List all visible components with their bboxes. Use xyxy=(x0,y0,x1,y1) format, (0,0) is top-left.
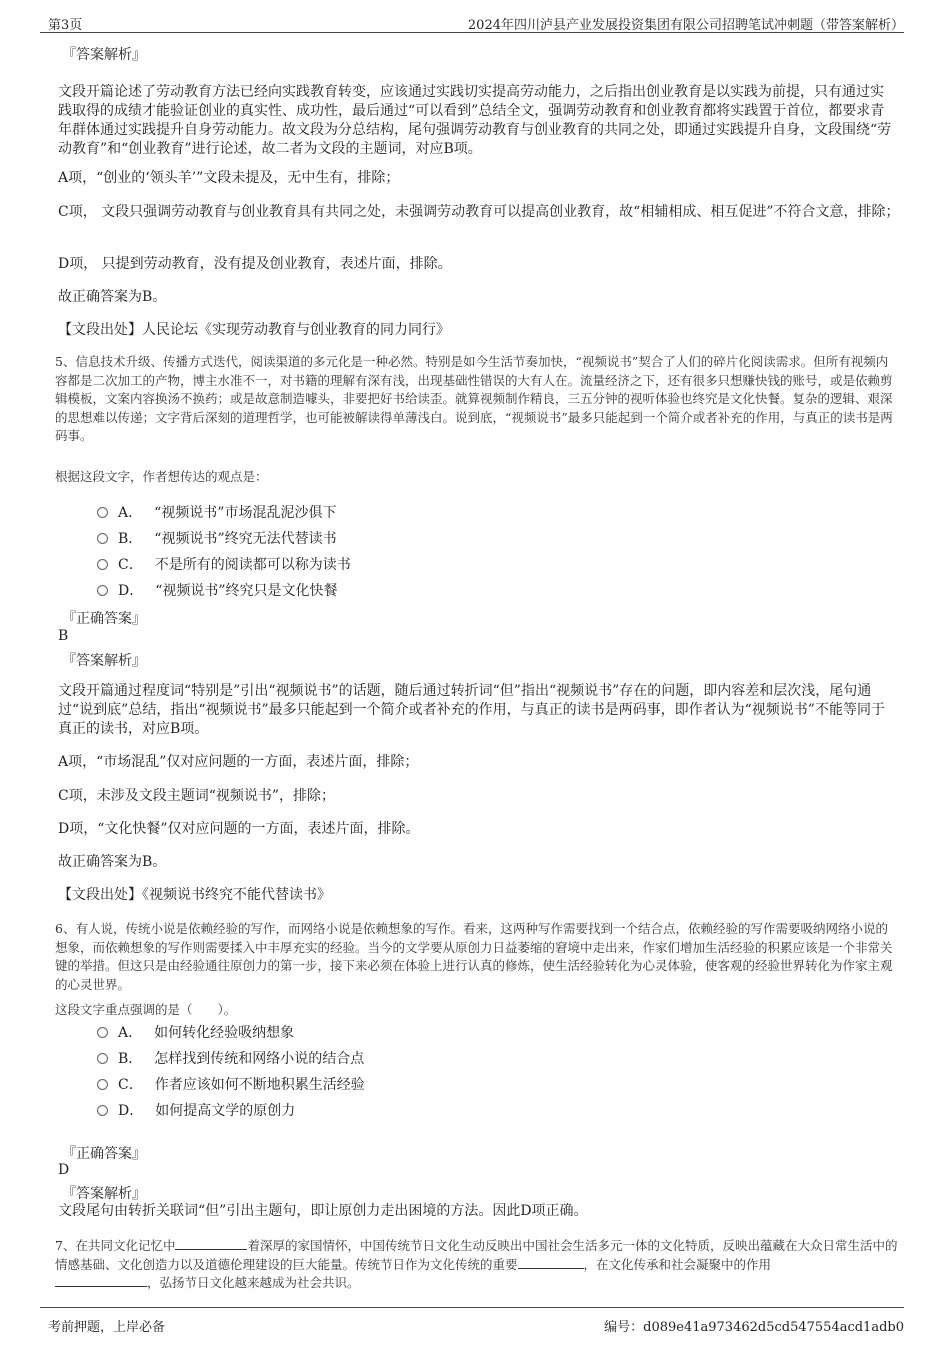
q6-question: 这段文字重点强调的是（ ）。 xyxy=(55,1002,237,1017)
q4-conclusion: 故正确答案为B。 xyxy=(58,289,167,305)
q5-option-d[interactable]: D． “视频说书”终究只是文化快餐 xyxy=(97,580,338,600)
q7-blank-2[interactable] xyxy=(518,1256,584,1269)
radio-icon[interactable] xyxy=(97,1027,108,1038)
q6-stem: 6、有人说，传统小说是依赖经验的写作，而网络小说是依赖想象的写作。看来，这两种写作需要找到一个结合点，依赖经验的写作需要吸纳网络小说的想象，而依赖想象的写作则需要揉入中丰厚充实的经验。当今的文学要从原创力日益萎缩的窘境中走出来，作家们增加生活经验的积累应该是一个非常关键的举措。但这只是由经验通往原创力的第一步，接下来必须在体验上进行认真的修炼，使生活经验转化为心灵体验，使客观的经验世界转化为作家主观的心灵世界。 xyxy=(55,921,893,992)
correct-answer-label: 『正确答案』 xyxy=(62,1146,146,1162)
q4-option-d-explanation: D项， 只提到劳动教育，没有提及创业教育，表述片面，排除。 xyxy=(58,256,452,272)
radio-icon[interactable] xyxy=(97,1105,108,1116)
q6-correct-answer: D xyxy=(58,1162,70,1178)
answer-analysis-label: 『答案解析』 xyxy=(62,1186,146,1202)
radio-icon[interactable] xyxy=(97,585,108,596)
radio-icon[interactable] xyxy=(97,507,108,518)
q5-question: 根据这段文字，作者想传达的观点是： xyxy=(55,469,268,484)
q5-option-b[interactable]: B． “视频说书”终究无法代替读书 xyxy=(97,528,337,548)
q4-analysis-text: 文段开篇论述了劳动教育方法已经向实践教育转变，应该通过实践切实提高劳动能力，之后指出创业教育是以实践为前提，只有通过实践取得的成绩才能验证创业的真实性、成功性，最后通过“可以看到”总结全文，强调劳动教育和创业教育都将实践置于首位，都要求青年群体通过实践提升自身劳动能力。故文段为分总结构，尾句强调劳动教育与创业教育的共同之处，即通过实践提升自身，文段围绕“劳动教育”和“创业教育”进行论述，故二者为文段的主题词，对应B项。 xyxy=(58,84,892,157)
q7-stem: 7、在共同文化记忆中 着深厚的家国情怀，中国传统节日文化生动反映出中国社会生活多元一体的文化特质，反映出蕴藏在大众日常生活中的情感基础、文化创造力以及道德伦理建设的巨大能量。传统节日作为文化传统的重要 ，在文化传承和社会凝聚中的作用 ，弘扬节日文化越来越成为社会共识。 xyxy=(55,1238,898,1290)
q5-option-a-explanation: A项，“市场混乱”仅对应问题的一方面，表述片面，排除； xyxy=(58,754,419,770)
document-title: 2024年四川泸县产业发展投资集团有限公司招聘笔试冲刺题（带答案解析） xyxy=(467,18,904,33)
q5-stem: 5、信息技术升级、传播方式迭代，阅读渠道的多元化是一种必然。特别是如今生活节奏加快，“视频说书”契合了人们的碎片化阅读需求。但所有视频内容都是二次加工的产物，博主水准不一，对书籍的理解有深有浅，出现基础性错误的大有人在。流量经济之下，还有很多只想赚快钱的账号，或是依赖剪辑模板，文案内容换汤不换药；或是故意制造噱头，非要把好书给读歪。就算视频制作精良，三五分钟的视听体验也终究是文化快餐。复杂的逻辑、艰深的思想难以传递；文字背后深刻的道理哲学，也可能被解读得单薄浅白。说到底，“视频说书”最多只能起到一个简介或者补充的作用，与真正的读书是两码事。 xyxy=(55,354,893,443)
q5-option-c-explanation: C项，未涉及文段主题词“视频说书”，排除； xyxy=(58,788,336,804)
page-number: 第3页 xyxy=(48,18,83,33)
q6-option-b[interactable]: B． 怎样找到传统和网络小说的结合点 xyxy=(97,1048,364,1068)
page-header xyxy=(40,10,904,33)
answer-analysis-label: 『答案解析』 xyxy=(62,47,146,63)
q5-option-d-explanation: D项，“文化快餐”仅对应问题的一方面，表述片面，排除。 xyxy=(58,821,420,837)
q5-source: 【文段出处】《视频说书终究不能代替读书》 xyxy=(58,887,331,903)
q7-blank-3[interactable] xyxy=(55,1274,147,1287)
q6-option-a[interactable]: A． 如何转化经验吸纳想象 xyxy=(97,1022,294,1042)
footer-slogan: 考前押题，上岸必备 xyxy=(48,1320,166,1335)
q5-option-a[interactable]: A． “视频说书”市场混乱泥沙俱下 xyxy=(97,502,336,522)
q5-correct-answer: B xyxy=(58,628,69,644)
q5-analysis-text: 文段开篇通过程度词“特别是”引出“视频说书”的话题，随后通过转折词“但”指出“视频说书”存在的问题，即内容差和层次浅，尾句通过“说到底”总结，指出“视频说书”最多只能起到一个简介或者补充的作用，与真正的读书是两码事，即作者认为“视频说书”不能等同于真正的读书，对应B项。 xyxy=(58,683,885,737)
radio-icon[interactable] xyxy=(97,1079,108,1090)
q4-source: 【文段出处】人民论坛《实现劳动教育与创业教育的同力同行》 xyxy=(58,322,450,338)
q7-blank-1[interactable] xyxy=(175,1237,247,1250)
q6-option-d[interactable]: D． 如何提高文学的原创力 xyxy=(97,1100,295,1120)
q4-option-c-explanation: C项， 文段只强调劳动教育与创业教育具有共同之处，未强调劳动教育可以提高创业教育，故“相辅相成、相互促进”不符合文意，排除； xyxy=(58,204,900,220)
radio-icon[interactable] xyxy=(97,559,108,570)
page-footer xyxy=(40,1307,904,1338)
correct-answer-label: 『正确答案』 xyxy=(62,611,146,627)
radio-icon[interactable] xyxy=(97,533,108,544)
document-code: 编号：d089e41a973462d5cd547554acd1adb0 xyxy=(604,1320,904,1335)
q6-option-c[interactable]: C． 作者应该如何不断地积累生活经验 xyxy=(97,1074,365,1094)
answer-analysis-label: 『答案解析』 xyxy=(62,653,146,669)
q5-conclusion: 故正确答案为B。 xyxy=(58,854,167,870)
q6-analysis-text: 文段尾句由转折关联词“但”引出主题句，即让原创力走出困境的方法。因此D项正确。 xyxy=(58,1203,588,1219)
q4-option-a-explanation: A项，“创业的‘领头羊’”文段未提及，无中生有，排除； xyxy=(58,170,400,186)
radio-icon[interactable] xyxy=(97,1053,108,1064)
q5-option-c[interactable]: C． 不是所有的阅读都可以称为读书 xyxy=(97,554,351,574)
